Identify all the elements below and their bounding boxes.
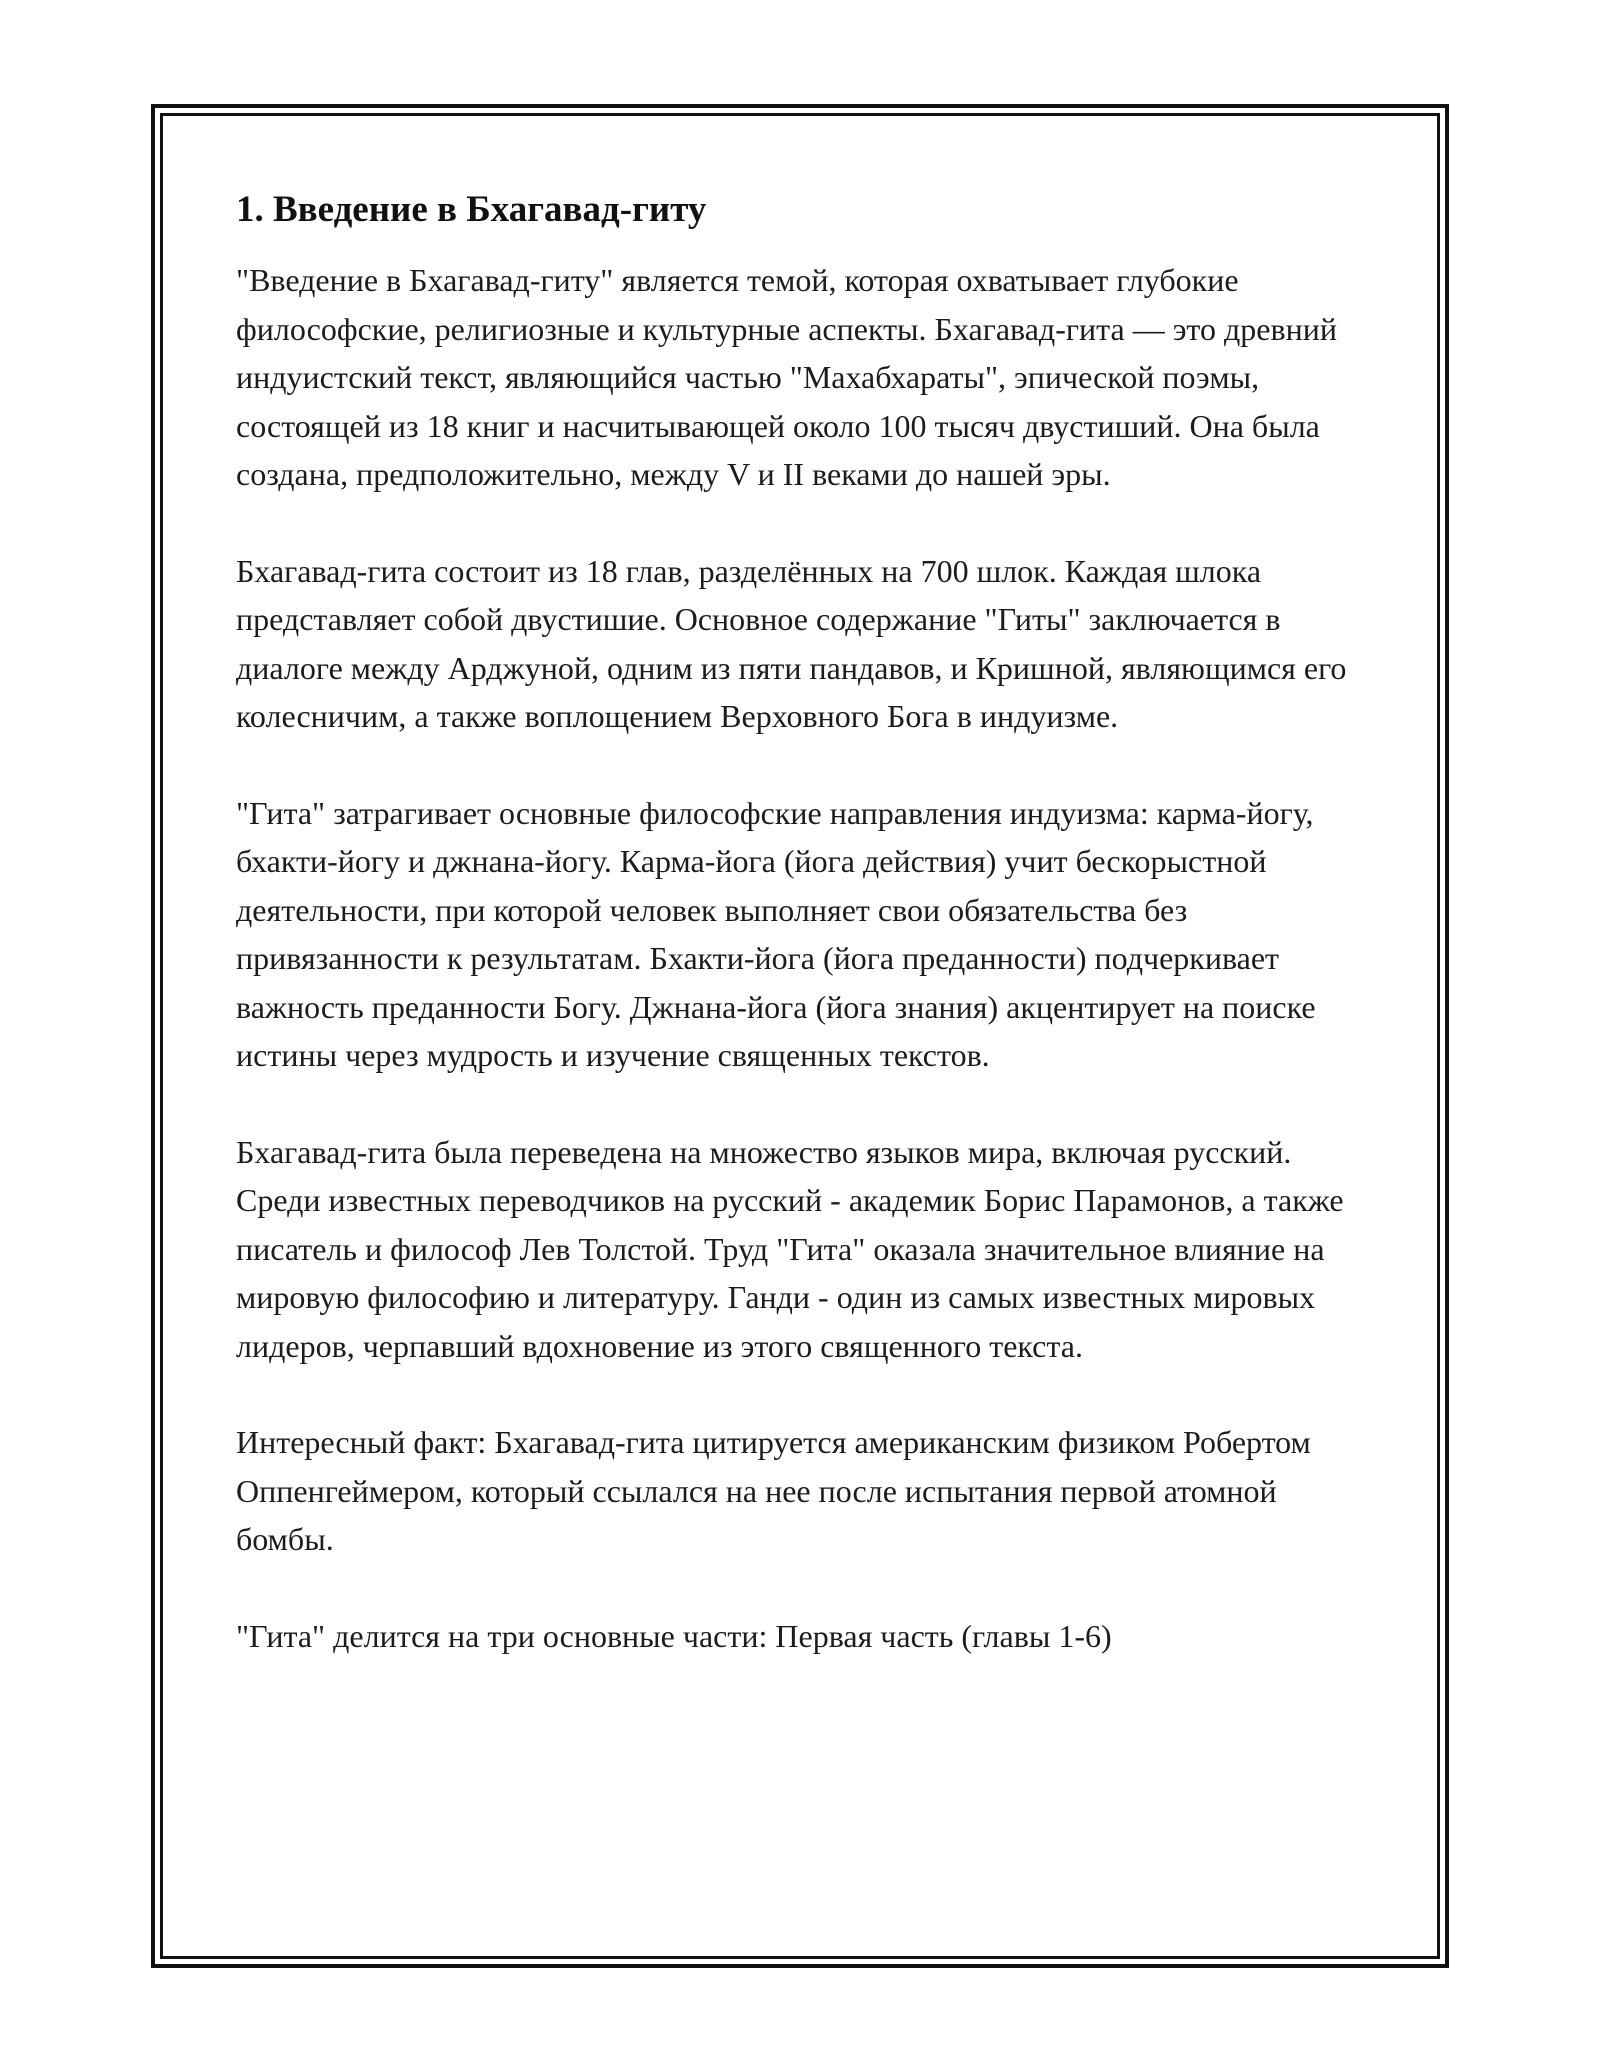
- section-heading: 1. Введение в Бхагавад-гиту: [236, 189, 707, 230]
- paragraph-introduction: "Введение в Бхагавад-гиту" является темой, которая охватывает глубокие философские, религиозные и культурные аспекты. Бхагавад-гита — это древний индуистский текст, являющийся частью "Махабхараты", эпической поэмы, состоящей из 18 книг и насчитывающей около 100 тысяч двустиший. Она была создана, предположительно, между V и II веками до нашей эры.: [236, 262, 1337, 492]
- paragraph-translations: Бхагавад-гита была переведена на множество языков мира, включая русский. Среди известных переводчиков на русский - академик Борис Парамонов, а также писатель и философ Лев Толстой. Труд "Гита" оказала значительное влияние на мировую философию и литературу. Ганди - один из самых известных мировых лидеров, черпавший вдохновение из этого священного текста.: [236, 1133, 1344, 1364]
- document-body: [236, 186, 1376, 1708]
- paragraph-structure: Бхагавад-гита состоит из 18 глав, разделённых на 700 шлок. Каждая шлока представляет собой двустишие. Основное содержание "Гиты" заключается в диалоге между Арджуной, одним из пяти пандавов, и Кришной, являющимся его колесничим, а также воплощением Верховного Бога в индуизме.: [236, 552, 1347, 734]
- paragraph-interesting-fact: Интересный факт: Бхагавад-гита цитируется американским физиком Робертом Оппенгеймером, который ссылался на нее после испытания первой атомной бомбы.: [236, 1424, 1311, 1557]
- paragraph-parts: "Гита" делится на три основные части: Первая часть (главы 1-6): [236, 1617, 1112, 1654]
- paragraph-philosophy: "Гита" затрагивает основные философские направления индуизма: карма-йогу, бхакти-йогу и джнана-йогу. Карма-йога (йога действия) учит бескорыстной деятельности, при которой человек выполняет свои обязательства без привязанности к результатам. Бхакти-йога (йога преданности) подчеркивает важность преданности Богу. Джнана-йога (йога знания) акцентирует на поиске истины через мудрость и изучение священных текстов.: [236, 794, 1316, 1073]
